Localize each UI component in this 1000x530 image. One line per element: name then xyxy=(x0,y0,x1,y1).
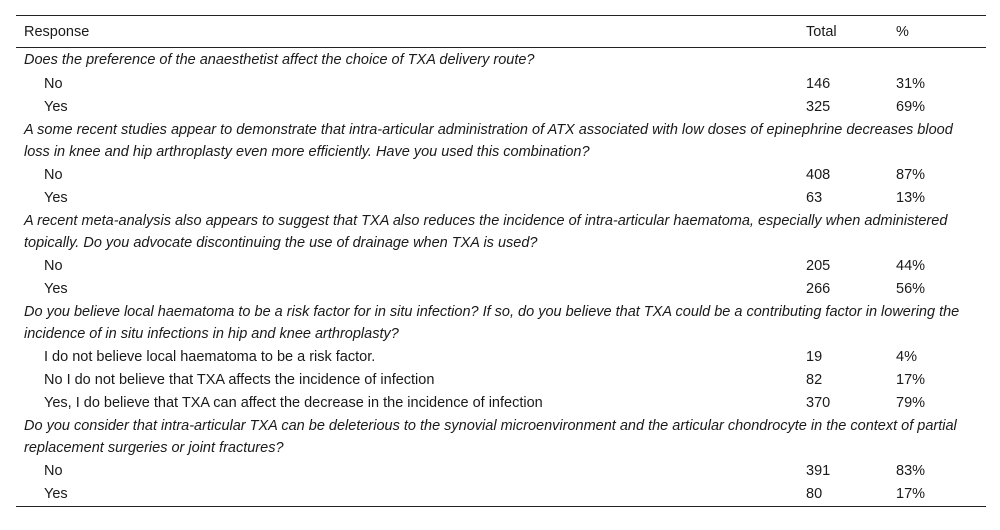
answer-total: 325 xyxy=(806,99,831,115)
question-text: A some recent studies appear to demonstrate that intra-articular administration of ATX associated with low doses of epinephrine decreases blood loss in knee and hip arthroplasty even more efficiently. Have you used this combination? xyxy=(24,122,953,160)
answer-row xyxy=(16,369,986,392)
answer-total: 266 xyxy=(806,281,831,297)
answer-total: 82 xyxy=(806,372,823,388)
answer-percent: 4% xyxy=(896,349,917,365)
answer-row xyxy=(16,187,986,210)
answer-total: 408 xyxy=(806,167,831,183)
answer-percent: 56% xyxy=(896,281,926,297)
answer-percent: 17% xyxy=(896,372,926,388)
answer-row xyxy=(16,96,986,119)
answer-total: 19 xyxy=(806,349,823,365)
answer-percent: 17% xyxy=(896,486,926,502)
question-row xyxy=(16,119,986,164)
question-row xyxy=(16,210,986,255)
answer-label: Yes xyxy=(44,486,68,502)
header-row xyxy=(16,16,986,48)
answer-total: 146 xyxy=(806,76,831,92)
answer-total: 370 xyxy=(806,395,831,411)
answer-percent: 44% xyxy=(896,258,926,274)
answer-percent: 31% xyxy=(896,76,926,92)
question-text: A recent meta-analysis also appears to suggest that TXA also reduces the incidence of intra-articular haematoma, especially when administered topically. Do you advocate discontinuing the use of drainage when TXA is used? xyxy=(24,213,948,251)
header-total: Total xyxy=(806,23,837,40)
answer-row xyxy=(16,392,986,415)
answer-percent: 79% xyxy=(896,395,926,411)
header-response: Response xyxy=(24,23,90,40)
header-percent: % xyxy=(896,23,909,40)
answer-percent: 13% xyxy=(896,190,926,206)
answer-total: 63 xyxy=(806,190,823,206)
answer-row xyxy=(16,255,986,278)
answer-total: 205 xyxy=(806,258,831,274)
answer-percent: 69% xyxy=(896,99,926,115)
question-row xyxy=(16,48,986,74)
question-text: Do you believe local haematoma to be a risk factor for in situ infection? If so, do you believe that TXA could be a contributing factor in lowering the incidence of in situ infections in hip and knee arthroplasty? xyxy=(24,304,960,342)
answer-row xyxy=(16,164,986,187)
answer-label: Yes xyxy=(44,99,68,115)
answer-total: 80 xyxy=(806,486,823,502)
answer-label: I do not believe local haematoma to be a risk factor. xyxy=(44,349,376,365)
table-header xyxy=(16,16,986,48)
table-body xyxy=(16,48,986,507)
question-text: Does the preference of the anaesthetist affect the choice of TXA delivery route? xyxy=(24,51,535,68)
question-row xyxy=(16,415,986,460)
question-text: Do you consider that intra-articular TXA can be deleterious to the synovial microenvironment and the articular chondrocyte in the context of partial replacement surgeries or joint fractures? xyxy=(24,418,957,456)
answer-total: 391 xyxy=(806,463,831,479)
answer-row xyxy=(16,483,986,507)
answer-row xyxy=(16,278,986,301)
answer-row xyxy=(16,346,986,369)
answer-percent: 83% xyxy=(896,463,926,479)
answer-row xyxy=(16,73,986,96)
answer-label: No xyxy=(44,258,63,274)
answer-row xyxy=(16,460,986,483)
answer-label: No xyxy=(44,167,63,183)
survey-results-table xyxy=(16,15,986,507)
answer-label: Yes xyxy=(44,281,68,297)
question-row xyxy=(16,301,986,346)
answer-percent: 87% xyxy=(896,167,926,183)
answer-label: No xyxy=(44,463,63,479)
answer-label: No I do not believe that TXA affects the incidence of infection xyxy=(44,372,435,388)
answer-label: No xyxy=(44,76,63,92)
answer-label: Yes xyxy=(44,190,68,206)
answer-label: Yes, I do believe that TXA can affect the decrease in the incidence of infection xyxy=(44,395,543,411)
